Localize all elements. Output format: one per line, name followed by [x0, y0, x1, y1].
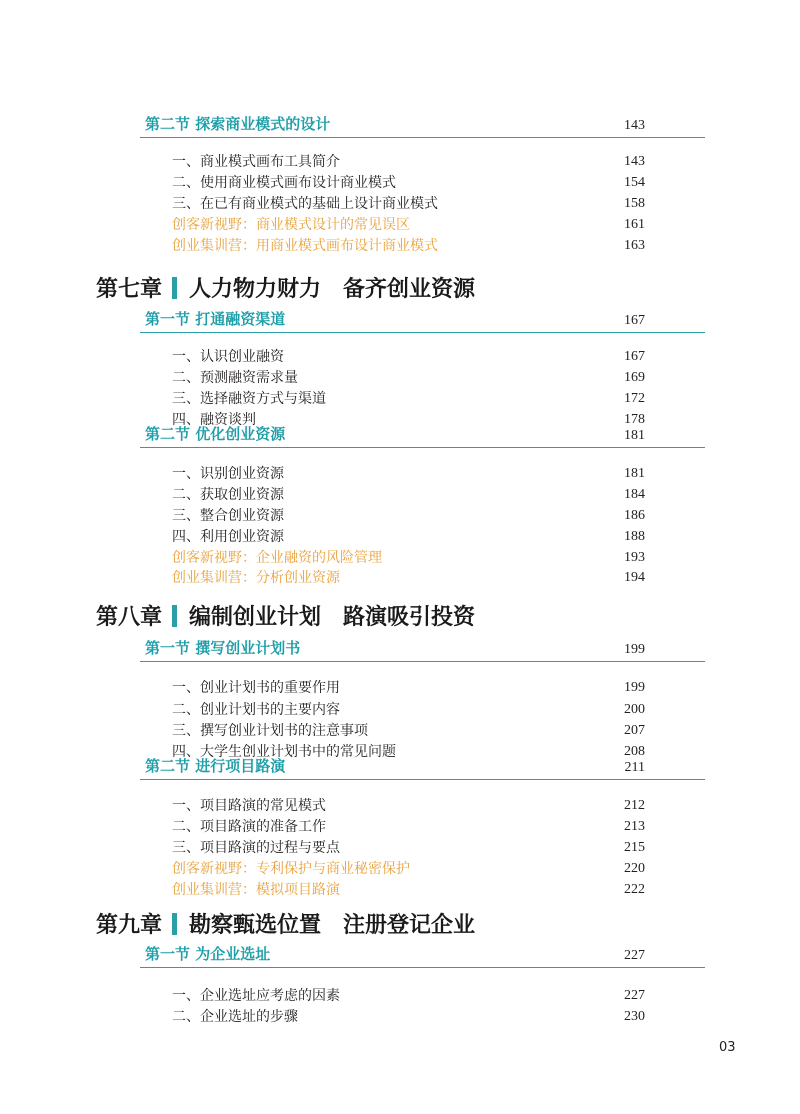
- section-page-number: 199: [624, 642, 645, 657]
- section-title: 第二节 进行项目路演: [145, 757, 286, 775]
- toc-item-page-number: 230: [624, 1009, 645, 1024]
- section-heading[interactable]: [140, 309, 705, 333]
- toc-item-title: 二、使用商业模式画布设计商业模式: [172, 175, 396, 191]
- toc-item-page-number: 154: [624, 175, 645, 190]
- toc-item[interactable]: [172, 389, 645, 409]
- chapter-title: 勘察甄选位置 注册登记企业: [189, 912, 476, 938]
- toc-item-title: 一、识别创业资源: [172, 466, 284, 482]
- toc-item[interactable]: [172, 173, 645, 193]
- section-page-number: 211: [624, 760, 645, 775]
- toc-item[interactable]: [172, 485, 645, 505]
- toc-item-page-number: 193: [624, 550, 645, 565]
- toc-item-page-number: 172: [624, 391, 645, 406]
- chapter-title: 人力物力财力 备齐创业资源: [189, 276, 476, 302]
- toc-item-page-number: 167: [624, 349, 645, 364]
- section-heading[interactable]: [140, 944, 705, 968]
- section-heading[interactable]: [140, 424, 705, 448]
- toc-item-page-number: 212: [624, 798, 645, 813]
- toc-item-page-number: 200: [624, 702, 645, 717]
- toc-item[interactable]: [172, 721, 645, 741]
- toc-item-title: 创客新视野：专利保护与商业秘密保护: [172, 861, 410, 877]
- toc-item-title: 二、项目路演的准备工作: [172, 819, 326, 835]
- toc-item[interactable]: [172, 368, 645, 388]
- chapter-number: 第九章: [96, 912, 163, 938]
- toc-item-page-number: 199: [624, 680, 645, 695]
- page-number: 03: [719, 1040, 736, 1055]
- section-heading[interactable]: [140, 756, 705, 780]
- toc-item-title: 二、获取创业资源: [172, 487, 284, 503]
- toc-item-page-number: 222: [624, 882, 645, 897]
- chapter-heading: [96, 908, 475, 942]
- section-title: 第二节 探索商业模式的设计: [145, 115, 331, 133]
- toc-item[interactable]: [172, 838, 645, 858]
- toc-item-page-number: 163: [624, 238, 645, 253]
- toc-item[interactable]: [172, 700, 645, 720]
- chapter-divider-bar: [172, 277, 177, 299]
- special-toc-item[interactable]: [172, 548, 645, 568]
- toc-item-page-number: 188: [624, 529, 645, 544]
- section-page-number: 167: [624, 313, 645, 328]
- chapter-title: 编制创业计划 路演吸引投资: [189, 604, 476, 630]
- toc-item-title: 四、融资谈判: [172, 412, 256, 428]
- toc-item-page-number: 213: [624, 819, 645, 834]
- toc-item-title: 一、企业选址应考虑的因素: [172, 988, 340, 1004]
- toc-item-title: 二、创业计划书的主要内容: [172, 702, 340, 718]
- toc-item-page-number: 158: [624, 196, 645, 211]
- toc-item-title: 三、撰写创业计划书的注意事项: [172, 723, 368, 739]
- toc-item[interactable]: [172, 796, 645, 816]
- toc-item-title: 一、创业计划书的重要作用: [172, 680, 340, 696]
- toc-item-page-number: 208: [624, 744, 645, 759]
- toc-item-title: 二、企业选址的步骤: [172, 1009, 298, 1025]
- toc-item[interactable]: [172, 817, 645, 837]
- toc-item[interactable]: [172, 1007, 645, 1027]
- toc-item-page-number: 227: [624, 988, 645, 1003]
- special-toc-item[interactable]: [172, 568, 645, 588]
- toc-item-page-number: 215: [624, 840, 645, 855]
- toc-item[interactable]: [172, 527, 645, 547]
- section-title: 第一节 撰写创业计划书: [145, 639, 301, 657]
- toc-item-title: 一、项目路演的常见模式: [172, 798, 326, 814]
- toc-item-title: 二、预测融资需求量: [172, 370, 298, 386]
- section-page-number: 181: [624, 428, 645, 443]
- toc-item-page-number: 161: [624, 217, 645, 232]
- toc-item-page-number: 143: [624, 154, 645, 169]
- section-title: 第一节 为企业选址: [145, 945, 271, 963]
- toc-item-title: 四、利用创业资源: [172, 529, 284, 545]
- toc-item-title: 一、商业模式画布工具简介: [172, 154, 340, 170]
- toc-item-title: 创客新视野：企业融资的风险管理: [172, 550, 382, 566]
- chapter-number: 第七章: [96, 276, 163, 302]
- chapter-divider-bar: [172, 913, 177, 935]
- toc-item-title: 三、项目路演的过程与要点: [172, 840, 340, 856]
- toc-item[interactable]: [172, 506, 645, 526]
- section-title: 第二节 优化创业资源: [145, 425, 286, 443]
- toc-item[interactable]: [172, 152, 645, 172]
- toc-item[interactable]: [172, 464, 645, 484]
- toc-item-page-number: 194: [624, 570, 645, 585]
- toc-item[interactable]: [172, 986, 645, 1006]
- toc-item-page-number: 220: [624, 861, 645, 876]
- toc-item-page-number: 184: [624, 487, 645, 502]
- toc-item-page-number: 169: [624, 370, 645, 385]
- section-title: 第一节 打通融资渠道: [145, 310, 286, 328]
- special-toc-item[interactable]: [172, 859, 645, 879]
- section-heading[interactable]: [140, 638, 705, 662]
- toc-item-page-number: 186: [624, 508, 645, 523]
- special-toc-item[interactable]: [172, 236, 645, 256]
- toc-item-title: 四、大学生创业计划书中的常见问题: [172, 744, 396, 760]
- chapter-divider-bar: [172, 605, 177, 627]
- toc-item-title: 创业集训营：分析创业资源: [172, 570, 340, 586]
- chapter-number: 第八章: [96, 604, 163, 630]
- chapter-heading: [96, 600, 475, 634]
- special-toc-item[interactable]: [172, 215, 645, 235]
- toc-item-title: 创客新视野：商业模式设计的常见误区: [172, 217, 410, 233]
- toc-item-title: 一、认识创业融资: [172, 349, 284, 365]
- toc-item[interactable]: [172, 678, 645, 698]
- toc-item[interactable]: [172, 347, 645, 367]
- toc-item-title: 创业集训营：用商业模式画布设计商业模式: [172, 238, 438, 254]
- toc-item-title: 三、选择融资方式与渠道: [172, 391, 326, 407]
- toc-item-title: 三、在已有商业模式的基础上设计商业模式: [172, 196, 438, 212]
- toc-item-page-number: 207: [624, 723, 645, 738]
- toc-item[interactable]: [172, 194, 645, 214]
- section-heading[interactable]: [140, 114, 705, 138]
- chapter-heading: [96, 272, 475, 306]
- special-toc-item[interactable]: [172, 880, 645, 900]
- toc-item-page-number: 181: [624, 466, 645, 481]
- section-page-number: 143: [624, 118, 645, 133]
- section-page-number: 227: [624, 948, 645, 963]
- toc-item-title: 创业集训营：模拟项目路演: [172, 882, 340, 898]
- toc-item-title: 三、整合创业资源: [172, 508, 284, 524]
- toc-item-page-number: 178: [624, 412, 645, 427]
